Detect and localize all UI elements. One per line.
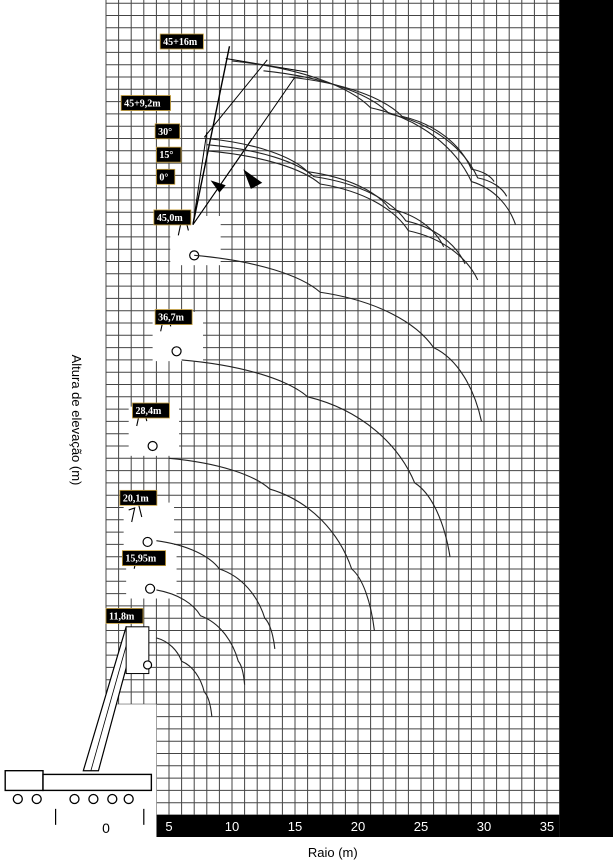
x-zero-label: 0 — [102, 820, 110, 836]
boom-label-text: 30° — [158, 126, 173, 138]
boom-label-text: 36,7m — [158, 312, 184, 324]
truck-wheel — [70, 795, 79, 804]
boom-label-text: 11,8m — [109, 611, 135, 623]
y-axis-title: Altura de elevação (m) — [69, 354, 84, 486]
truck-cab — [5, 771, 43, 791]
boom-hook — [172, 347, 181, 356]
boom-label-text: 45+16m — [163, 37, 198, 49]
boom-label-text: 20,1m — [122, 493, 149, 505]
series-line — [207, 145, 465, 264]
series-line — [156, 590, 244, 685]
jib-line — [204, 60, 267, 137]
y-tick-label: 40 — [571, 315, 588, 331]
x-tick-label: 30 — [476, 819, 492, 834]
y-tick-label: 25 — [571, 499, 588, 516]
boom-label-text: 0° — [159, 172, 169, 184]
y-axis-band — [560, 0, 613, 837]
boom-hook — [146, 584, 155, 593]
boom-label-text: 15,95m — [125, 553, 157, 565]
x-tick-label: 5 — [165, 819, 173, 834]
y-tick-label: 15 — [571, 622, 588, 639]
boom-label-text: 45+9,2m — [124, 98, 161, 110]
y-tick-label: 60 — [571, 69, 588, 85]
x-tick-label: 20 — [350, 819, 366, 834]
y-tick-label: 20 — [571, 561, 588, 577]
y-tick-label: 5 — [571, 745, 580, 762]
boom-label-text: 45,0m — [156, 212, 183, 224]
truck-wheel — [32, 795, 41, 804]
series-line — [207, 151, 478, 280]
jib-arrow — [243, 169, 262, 189]
jib-line — [193, 132, 207, 224]
x-tick-label: 15 — [287, 819, 303, 834]
boom-label-text: 15° — [159, 150, 174, 162]
x-axis-title: Raio (m) — [307, 845, 358, 860]
y-tick-label: 30 — [571, 438, 588, 454]
crane-illustration — [0, 627, 156, 845]
truck-wheel — [124, 795, 133, 804]
truck-wheel — [89, 795, 98, 804]
y-tick-label: 45 — [571, 253, 588, 270]
boom-hook — [143, 537, 152, 546]
x-tick-label: 35 — [539, 819, 555, 834]
y-tick-label: 50 — [571, 192, 588, 208]
y-tick-label: 65 — [571, 7, 588, 24]
y-tick-label: 10 — [571, 684, 588, 700]
hook-block — [144, 661, 152, 669]
boom-hook — [148, 442, 157, 451]
y-tick-label: 35 — [571, 376, 588, 393]
x-tick-label: 10 — [224, 819, 240, 834]
jib-arrow — [211, 180, 226, 192]
truck-body — [43, 774, 151, 790]
boom-label-text: 28,4m — [135, 406, 162, 418]
truck-wheel — [13, 795, 22, 804]
x-tick-label: 25 — [413, 819, 429, 834]
y-tick-label: 55 — [571, 130, 588, 147]
truck-wheel — [108, 795, 117, 804]
boom-silhouettes — [124, 46, 308, 598]
